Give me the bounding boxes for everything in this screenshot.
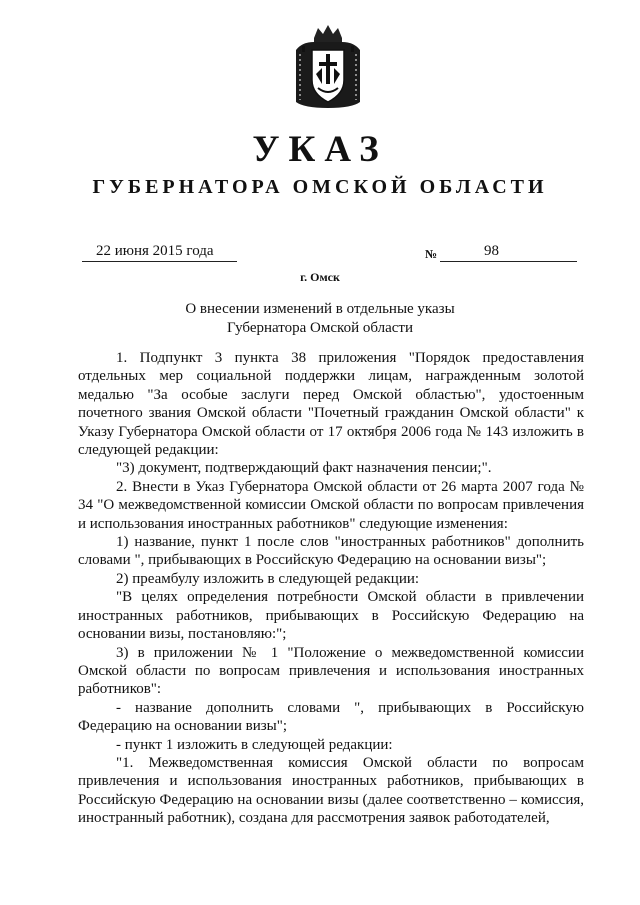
paragraph: "В целях определения потребности Омской области в привлечении иностранных работников, прибывающих в Российскую Федерацию на основании визы, постановляю:"; [78,589,584,643]
paragraph: - пункт 1 изложить в следующей редакции: [116,736,393,753]
document-subject [0,300,640,338]
document-title: УКАЗ [252,129,388,170]
paragraph: - название дополнить словами ", прибывающих в Российскую Федерацию на основании визы"; [78,699,584,735]
paragraph: 1. Подпункт 3 пункта 38 приложения "Порядок предоставления отдельных мер социальной поддержки лицам, награжденным золотой медалью "За особые заслуги перед Омской областью", удостоенным почетного звания Омской области "Почетный гражданин Омской области" к Указу Губернатора Омской области от 17 октября 2006 года № 143 изложить в следующей редакции: [78,350,584,459]
omsk-coat-of-arms-icon [292,22,364,110]
paragraph: 2. Внести в Указ Губернатора Омской области от 26 марта 2007 года № 34 "О межведомственной комиссии Омской области по вопросам привлечения и использования иностранных работников" следующие изменения: [78,478,584,532]
document-subtitle: ГУБЕРНАТОРА ОМСКОЙ ОБЛАСТИ [92,176,548,198]
paragraph: "1. Межведомственная комиссия Омской области по вопросам привлечения и использования иностранных работников, прибывающих в Российскую Федерацию на основании визы (далее соответственно – комиссия, иностранный работник), создана для рассмотрения заявок работодателей, [78,754,584,827]
paragraph: 2) преамбулу изложить в следующей редакции: [116,570,420,587]
subject-line-2: Губернатора Омской области [227,320,413,336]
document-body [78,349,584,828]
paragraph: 3) в приложении № 1 "Положение о межведомственной комиссии Омской области по вопросам привлечения и использования иностранных работников": [78,644,584,698]
document-city: г. Омск [300,270,340,284]
paragraph: 1) название, пункт 1 после слов "иностранных работников" дополнить словами ", прибывающих в Российскую Федерацию на основании визы"; [78,534,584,569]
document-number: 98 [440,242,577,262]
document-number-label: № [425,247,438,261]
document-date: 22 июня 2015 года [82,242,237,262]
paragraph: "3) документ, подтверждающий факт назначения пенсии;". [116,460,492,477]
subject-line-1: О внесении изменений в отдельные указы [185,301,455,317]
